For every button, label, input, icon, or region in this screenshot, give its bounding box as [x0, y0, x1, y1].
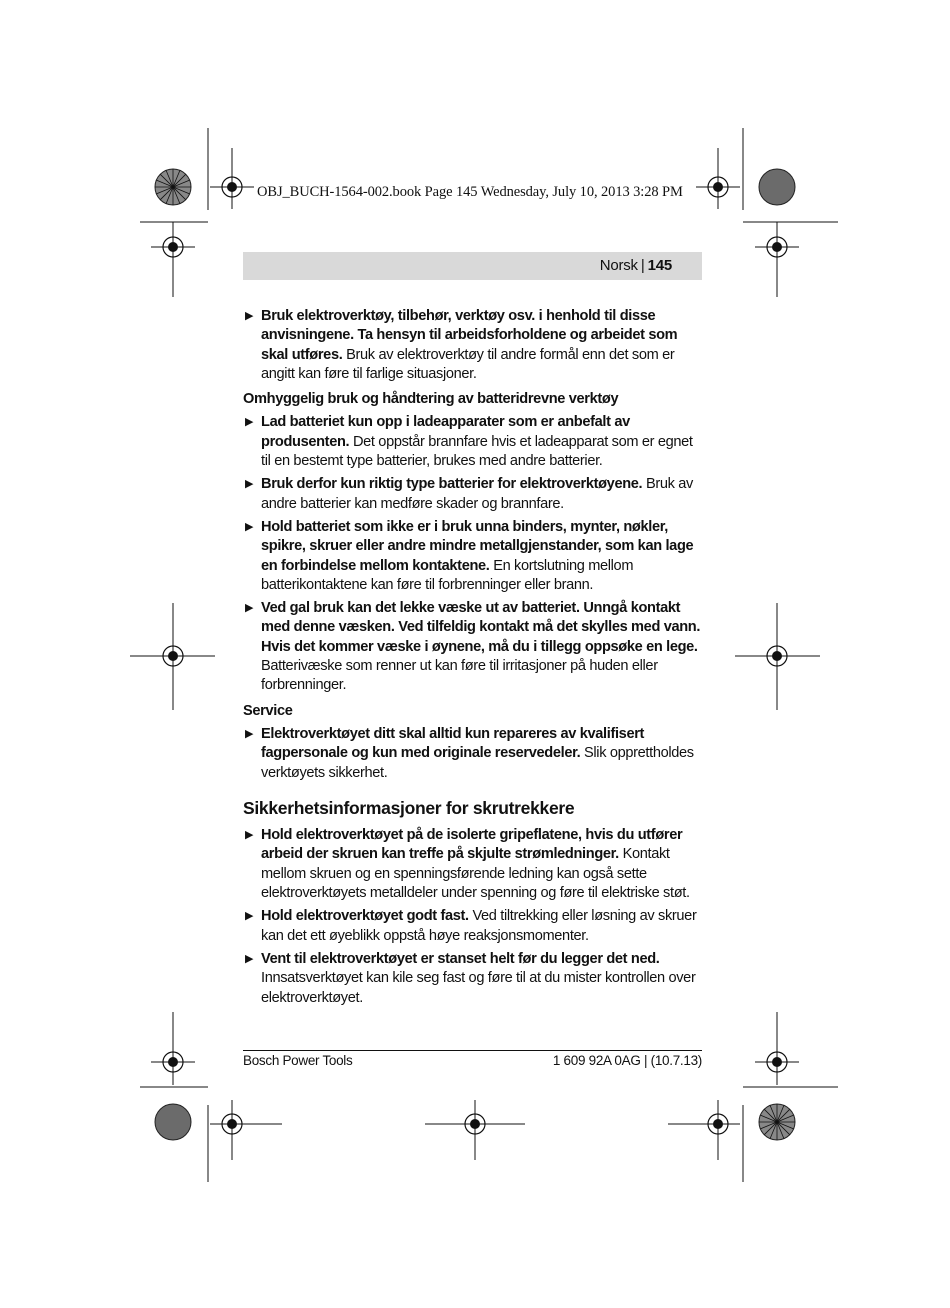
safety-item-insulated-grip: [243, 826, 703, 903]
bullet-arrow-icon: ▶: [245, 416, 254, 429]
safety-item-text: Innsatsverktøyet kan kile seg fast og føre til at du mister kontrollen over elektroverktøyet.: [261, 970, 696, 1006]
bullet-arrow-icon: ▶: [245, 829, 254, 842]
safety-item-text: Batterivæske som renner ut kan føre til irritasjoner på huden eller forbrenninger.: [261, 658, 658, 694]
safety-item-text: Slik opprettholdes verktøyets sikkerhet.: [261, 745, 694, 781]
bullet-arrow-icon: ▶: [245, 727, 254, 740]
safety-item-text: Bruk av andre batterier kan medføre skader og brannfare.: [261, 476, 693, 512]
section-title-screwdriver: Sikkerhetsinformasjoner for skrutrekkere: [243, 797, 575, 818]
safety-item-bold: Hold elektroverktøyet på de isolerte gripeflatene, hvis du utfører arbeid der skruen kan treffe på skjulte strømledninger.: [261, 827, 683, 863]
bullet-arrow-icon: ▶: [245, 910, 254, 923]
bullet-arrow-icon: ▶: [245, 520, 254, 533]
page-header: [243, 252, 702, 280]
safety-item-text: En kortslutning mellom batterikontaktene kan føre til forbrenninger eller brann.: [261, 557, 634, 593]
page-content: [243, 307, 703, 1012]
safety-item-wait-stop: [243, 950, 703, 1008]
safety-item-leak: [243, 599, 703, 695]
safety-item-bold: Hold batteriet som ikke er i bruk unna binders, mynter, nøkler, spikre, skruer eller andre mindre metallgjenstander, som kan lage en forbindelse mellom kontaktene.: [261, 518, 694, 574]
header-label: [600, 257, 672, 274]
bullet-arrow-icon: ▶: [245, 952, 254, 965]
footer-doc-id: 1 609 92A 0AG | (10.7.13): [552, 1053, 702, 1068]
safety-item-battery-type: [243, 475, 703, 514]
safety-item-bold: Bruk derfor kun riktig type batterier for elektroverktøyene.: [261, 476, 643, 493]
safety-item-text: Det oppstår brannfare hvis et ladeapparat som er egnet til en bestemt type batterier, brukes med andre batterier.: [261, 433, 693, 470]
footer-rule: [243, 1050, 702, 1051]
safety-item-text: Ved tiltrekking eller løsning av skruer kan det ett øyeblikk oppstå høye reaksjonsmomenter.: [261, 908, 697, 944]
bullet-arrow-icon: ▶: [245, 310, 254, 322]
header-language: Norsk: [599, 257, 638, 274]
safety-item-text: Kontakt mellom skruen og en spenningsførende ledning kan også sette elektroverktøyets metalldeler under spenning og føre til elektriske støt.: [261, 846, 690, 902]
safety-item-usage: [243, 307, 703, 384]
file-info-line: OBJ_BUCH-1564-002.book Page 145 Wednesday, July 10, 2013 3:28 PM: [257, 184, 683, 200]
footer-brand: Bosch Power Tools: [243, 1053, 353, 1068]
safety-item-short-circuit: [243, 518, 703, 595]
safety-item-bold: Lad batteriet kun opp i ladeapparater som er anbefalt av produsenten.: [261, 414, 630, 450]
safety-item-bold: Elektroverktøyet ditt skal alltid kun repareres av kvalifisert fagpersonale og kun med originale reservedeler.: [261, 725, 645, 762]
subhead-battery: Omhyggelig bruk og håndtering av batteridrevne verktøy: [243, 391, 619, 408]
subhead-service: Service: [243, 702, 293, 719]
safety-item-bold: Ved gal bruk kan det lekke væske ut av batteriet. Unngå kontakt med denne væsken. Ved tilfeldig kontakt må det skylles med vann. Hvis det kommer væske i øynene, må du i tillegg oppsøke en lege.: [261, 600, 701, 655]
safety-item-charger: [243, 413, 703, 471]
page-number: 145: [647, 257, 672, 274]
header-separator: |: [640, 257, 645, 274]
safety-item-bold: Vent til elektroverktøyet er stanset helt før du legger det ned.: [261, 950, 660, 967]
safety-item-text: Bruk av elektroverktøy til andre formål enn det som er angitt kan føre til farlige situasjoner.: [261, 346, 675, 382]
bullet-arrow-icon: ▶: [245, 602, 254, 615]
safety-item-bold: Hold elektroverktøyet godt fast.: [261, 908, 469, 925]
safety-item-bold: Bruk elektroverktøy, tilbehør, verktøy osv. i henhold til disse anvisningene. Ta hensyn til arbeidsforholdene og arbeidet som skal utføres.: [261, 308, 678, 363]
bullet-arrow-icon: ▶: [245, 478, 254, 491]
safety-item-repair: [243, 725, 703, 783]
safety-item-hold-firmly: [243, 907, 703, 946]
